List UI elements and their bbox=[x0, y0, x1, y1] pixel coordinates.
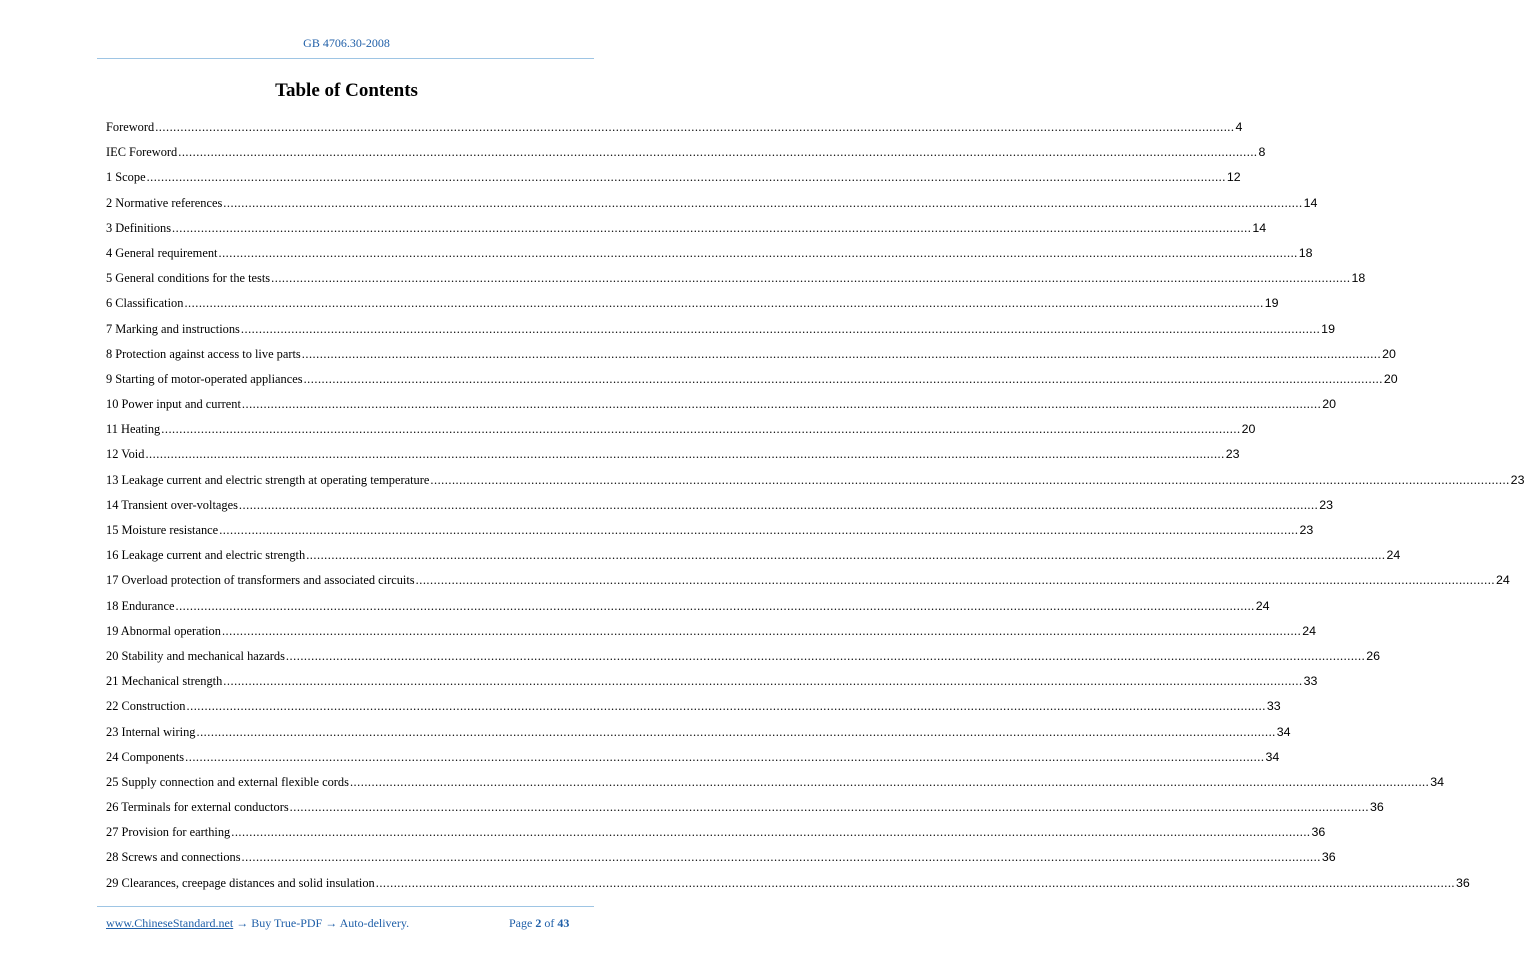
toc-entry-page: 33 bbox=[1303, 674, 1318, 689]
toc-leader-dots: ............................................................................................................................................................................................................................................................................................................ bbox=[301, 346, 1382, 361]
toc-entry[interactable] bbox=[106, 395, 1336, 420]
total-pages: 43 bbox=[557, 916, 570, 930]
toc-entry-page: 19 bbox=[1321, 321, 1335, 336]
toc-entry-label: 1 Scope bbox=[106, 170, 146, 185]
toc-entry-label: 17 Overload protection of transformers and associated circuits bbox=[106, 573, 415, 588]
toc-leader-dots: ............................................................................................................................................................................................................................................................................................................ bbox=[430, 472, 1510, 487]
toc-entry-page: 23 bbox=[1299, 523, 1314, 537]
toc-entry[interactable] bbox=[106, 269, 1366, 294]
toc-entry-page: 34 bbox=[1430, 774, 1445, 789]
toc-entry-page: 24 bbox=[1386, 548, 1401, 563]
toc-entry[interactable] bbox=[106, 823, 1326, 848]
toc-entry[interactable] bbox=[106, 320, 1335, 345]
page-word: Page bbox=[509, 916, 533, 930]
toc-entry-page: 23 bbox=[1319, 497, 1333, 512]
toc-entry[interactable] bbox=[106, 647, 1381, 672]
toc-leader-dots: ............................................................................................................................................................................................................................................................................................................ bbox=[285, 648, 1366, 663]
toc-entry-label: 22 Construction bbox=[106, 699, 186, 714]
toc-leader-dots: ............................................................................................................................................................................................................................................................................................................ bbox=[221, 623, 1302, 638]
toc-entry-label: IEC Foreword bbox=[106, 145, 178, 160]
toc-leader-dots: ............................................................................................................................................................................................................................................................................................................ bbox=[146, 170, 1226, 185]
toc-entry[interactable] bbox=[106, 143, 1266, 168]
toc-entry-label: 7 Marking and instructions bbox=[106, 321, 240, 336]
page-number bbox=[509, 916, 569, 931]
toc-entry-page: 8 bbox=[1258, 145, 1266, 160]
toc-entry-label: 12 Void bbox=[106, 447, 145, 462]
toc-leader-dots: ............................................................................................................................................................................................................................................................................................................ bbox=[303, 371, 1383, 386]
toc-leader-dots: ............................................................................................................................................................................................................................................................................................................ bbox=[271, 271, 1351, 286]
current-page: 2 bbox=[535, 916, 542, 930]
toc-entry-page: 33 bbox=[1266, 699, 1281, 714]
toc-entry[interactable] bbox=[106, 168, 1241, 193]
toc-entry-label: 21 Mechanical strength bbox=[106, 674, 223, 689]
toc-leader-dots: ............................................................................................................................................................................................................................................................................................................ bbox=[178, 145, 1258, 160]
footer-promo bbox=[106, 916, 409, 931]
toc-entry-label: 24 Components bbox=[106, 749, 185, 764]
toc-entry[interactable] bbox=[106, 521, 1314, 546]
toc-entry-page: 24 bbox=[1495, 573, 1510, 588]
toc-entry[interactable] bbox=[106, 370, 1398, 395]
toc-entry[interactable] bbox=[106, 798, 1384, 823]
toc-entry[interactable] bbox=[106, 420, 1256, 445]
toc-entry-label: 29 Clearances, creepage distances and solid insulation bbox=[106, 875, 375, 890]
toc-leader-dots: ............................................................................................................................................................................................................................................................................................................ bbox=[238, 497, 1319, 512]
footer-divider bbox=[97, 906, 594, 907]
toc-entry-page: 20 bbox=[1322, 397, 1336, 412]
toc-entry[interactable] bbox=[106, 723, 1291, 748]
promo-text: → Buy True-PDF → Auto-delivery. bbox=[233, 916, 410, 930]
toc-entry-page: 18 bbox=[1298, 245, 1313, 260]
toc-entry[interactable] bbox=[106, 496, 1333, 521]
toc-entry-label: Foreword bbox=[106, 120, 155, 134]
toc-entry[interactable] bbox=[106, 546, 1401, 571]
toc-leader-dots: ............................................................................................................................................................................................................................................................................................................ bbox=[218, 245, 1298, 260]
toc-entry[interactable] bbox=[106, 874, 1470, 899]
toc-entry-page: 36 bbox=[1311, 825, 1326, 840]
toc-entry-page: 24 bbox=[1302, 623, 1317, 638]
toc-entry-label: 10 Power input and current bbox=[106, 397, 241, 412]
toc-entry-label: 6 Classification bbox=[106, 296, 184, 311]
toc-entry-page: 36 bbox=[1369, 800, 1384, 815]
toc-entry[interactable] bbox=[106, 471, 1524, 496]
toc-entry-label: 8 Protection against access to live parts bbox=[106, 346, 301, 361]
toc-leader-dots: ............................................................................................................................................................................................................................................................................................................ bbox=[241, 397, 1322, 412]
toc-leader-dots: ............................................................................................................................................................................................................................................................................................................ bbox=[184, 296, 1264, 311]
toc-leader-dots: ............................................................................................................................................................................................................................................................................................................ bbox=[349, 774, 1430, 789]
toc-leader-dots: ............................................................................................................................................................................................................................................................................................................ bbox=[223, 674, 1303, 689]
toc-entry-page: 14 bbox=[1303, 195, 1318, 210]
toc-entry[interactable] bbox=[106, 194, 1318, 219]
toc-entry[interactable] bbox=[106, 219, 1267, 244]
toc-entry-page: 26 bbox=[1366, 648, 1381, 663]
toc-entry[interactable] bbox=[106, 345, 1396, 370]
toc-leader-dots: ............................................................................................................................................................................................................................................................................................................ bbox=[175, 598, 1255, 613]
toc-entry-label: 18 Endurance bbox=[106, 598, 175, 613]
toc-entry-label: 26 Terminals for external conductors bbox=[106, 800, 289, 815]
toc-entry-label: 23 Internal wiring bbox=[106, 724, 196, 739]
toc-leader-dots: ............................................................................................................................................................................................................................................................................................................ bbox=[306, 548, 1386, 563]
toc-entry[interactable] bbox=[106, 118, 1243, 143]
toc-entry-label: 28 Screws and connections bbox=[106, 850, 241, 865]
toc-entry-page: 24 bbox=[1255, 598, 1270, 613]
toc-entry-label: 20 Stability and mechanical hazards bbox=[106, 648, 285, 663]
toc-leader-dots: ............................................................................................................................................................................................................................................................................................................ bbox=[289, 800, 1369, 815]
toc-leader-dots: ............................................................................................................................................................................................................................................................................................................ bbox=[219, 523, 1299, 537]
toc-entry-label: 11 Heating bbox=[106, 422, 161, 437]
toc-entry-label: 2 Normative references bbox=[106, 195, 223, 210]
toc-entry-label: 9 Starting of motor-operated appliances bbox=[106, 371, 303, 386]
toc-entry-page: 12 bbox=[1226, 170, 1241, 185]
toc-entry[interactable] bbox=[106, 244, 1313, 269]
page-header: GB 4706.30-2008 bbox=[303, 36, 390, 50]
toc-leader-dots: ............................................................................................................................................................................................................................................................................................................ bbox=[185, 749, 1265, 764]
toc-leader-dots: ............................................................................................................................................................................................................................................................................................................ bbox=[196, 724, 1276, 739]
toc-entry-page: 34 bbox=[1276, 724, 1291, 739]
toc-entry-page: 14 bbox=[1252, 220, 1267, 235]
toc-entry-label: 5 General conditions for the tests bbox=[106, 271, 271, 286]
toc-leader-dots: ............................................................................................................................................................................................................................................................................................................ bbox=[415, 573, 1495, 588]
toc-entry-page: 19 bbox=[1264, 296, 1279, 311]
toc-entry-page: 36 bbox=[1456, 875, 1470, 890]
toc-entry-label: 15 Moisture resistance bbox=[106, 523, 219, 537]
toc-entry-label: 16 Leakage current and electric strength bbox=[106, 548, 306, 563]
site-link[interactable]: www.ChineseStandard.net bbox=[106, 916, 234, 930]
toc-leader-dots: ............................................................................................................................................................................................................................................................................................................ bbox=[240, 321, 1321, 336]
toc-entry-label: 4 General requirement bbox=[106, 245, 218, 260]
page-title: Table of Contents bbox=[275, 80, 418, 101]
toc-leader-dots: ............................................................................................................................................................................................................................................................................................................ bbox=[155, 120, 1235, 134]
toc-entry-page: 23 bbox=[1510, 472, 1524, 487]
toc-leader-dots: ............................................................................................................................................................................................................................................................................................................ bbox=[231, 825, 1311, 840]
toc-entry[interactable] bbox=[106, 571, 1510, 596]
toc-entry[interactable] bbox=[106, 622, 1317, 647]
toc-entry-page: 20 bbox=[1241, 422, 1256, 437]
toc-entry[interactable] bbox=[106, 597, 1270, 622]
toc-entry-page: 4 bbox=[1235, 120, 1243, 134]
toc-leader-dots: ............................................................................................................................................................................................................................................................................................................ bbox=[186, 699, 1266, 714]
toc-entry[interactable] bbox=[106, 672, 1318, 697]
toc-leader-dots: ............................................................................................................................................................................................................................................................................................................ bbox=[375, 875, 1456, 890]
toc-entry-label: 25 Supply connection and external flexible cords bbox=[106, 774, 349, 789]
table-of-contents bbox=[106, 118, 1524, 899]
toc-entry-page: 36 bbox=[1321, 850, 1336, 865]
toc-entry-label: 19 Abnormal operation bbox=[106, 623, 221, 638]
toc-entry-page: 20 bbox=[1382, 346, 1396, 361]
toc-entry-page: 18 bbox=[1351, 271, 1366, 286]
toc-entry[interactable] bbox=[106, 697, 1281, 722]
toc-entry[interactable] bbox=[106, 848, 1336, 873]
toc-entry[interactable] bbox=[106, 773, 1445, 798]
toc-leader-dots: ............................................................................................................................................................................................................................................................................................................ bbox=[241, 850, 1321, 865]
toc-entry-label: 14 Transient over-voltages bbox=[106, 497, 238, 512]
toc-entry[interactable] bbox=[106, 748, 1280, 773]
toc-leader-dots: ............................................................................................................................................................................................................................................................................................................ bbox=[172, 220, 1252, 235]
toc-entry-label: 27 Provision for earthing bbox=[106, 825, 231, 840]
toc-entry-page: 34 bbox=[1265, 749, 1280, 764]
toc-entry-label: 3 Definitions bbox=[106, 220, 172, 235]
toc-leader-dots: ............................................................................................................................................................................................................................................................................................................ bbox=[223, 195, 1303, 210]
toc-entry[interactable] bbox=[106, 294, 1279, 319]
of-word: of bbox=[544, 916, 555, 930]
toc-entry-label: 13 Leakage current and electric strength at operating temperature bbox=[106, 472, 430, 487]
toc-leader-dots: ............................................................................................................................................................................................................................................................................................................ bbox=[161, 422, 1241, 437]
toc-leader-dots: ............................................................................................................................................................................................................................................................................................................ bbox=[145, 447, 1225, 462]
toc-entry[interactable] bbox=[106, 445, 1240, 470]
toc-entry-page: 20 bbox=[1383, 371, 1398, 386]
toc-entry-page: 23 bbox=[1225, 447, 1240, 462]
header-divider bbox=[97, 58, 594, 59]
